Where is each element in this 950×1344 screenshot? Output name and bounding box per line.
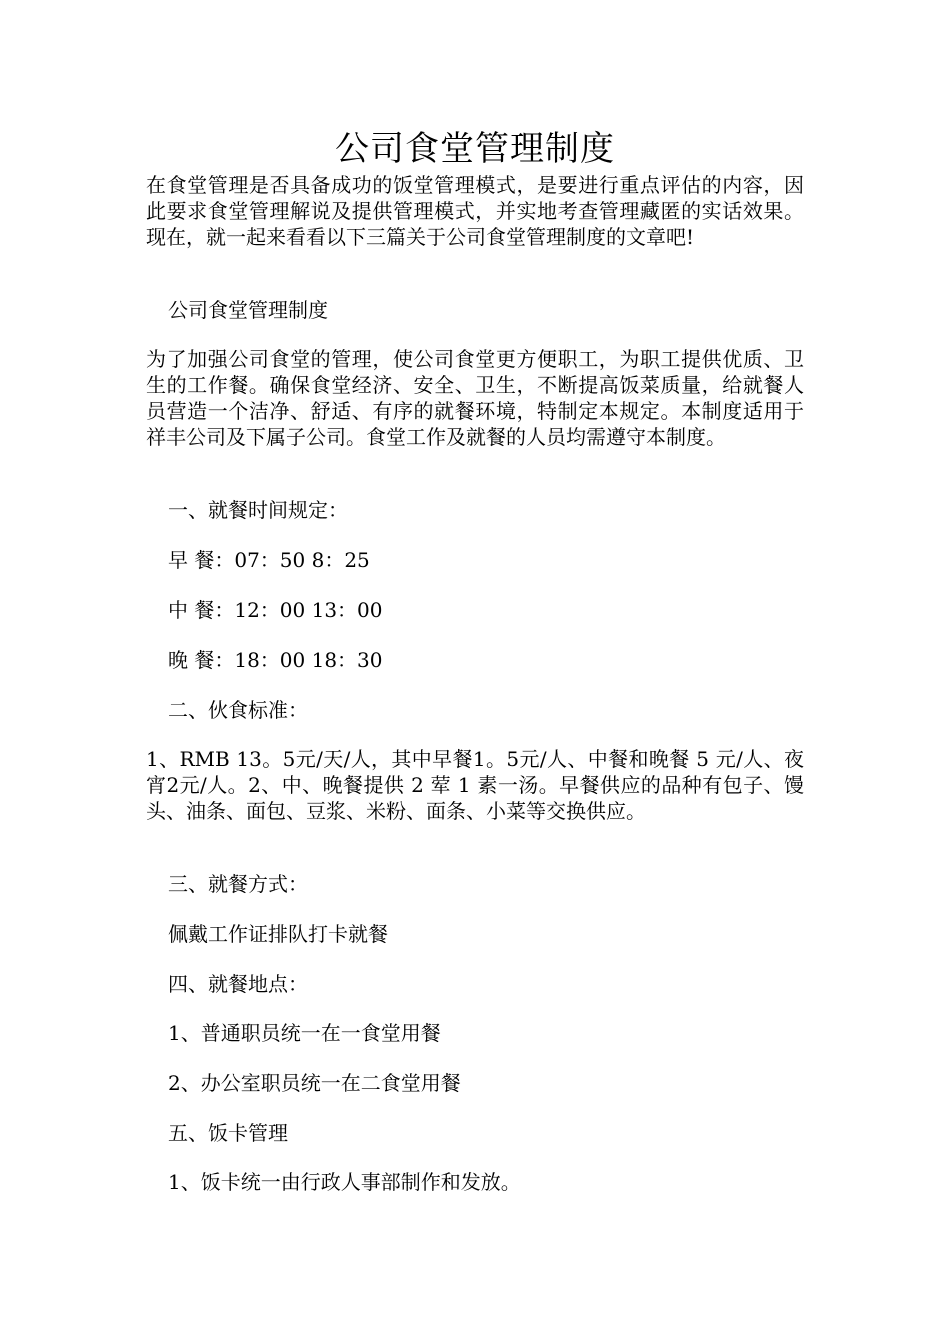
- location-item-1: 1、普通职员统一在一食堂用餐: [168, 1021, 441, 1045]
- breakfast-time: 早 餐：07：50 8：25: [168, 548, 370, 572]
- section-heading-meal-times: 一、就餐时间规定：: [168, 498, 348, 522]
- dinner-time: 晚 餐：18：00 18：30: [168, 648, 383, 672]
- card-item-1: 1、饭卡统一由行政人事部制作和发放。: [168, 1170, 521, 1194]
- purpose-paragraph: 为了加强公司食堂的管理，使公司食堂更方便职工，为职工提供优质、卫生的工作餐。确保食堂经济、安全、卫生，不断提高饭菜质量，给就餐人员营造一个洁净、舒适、有序的就餐环境，特制定本规定。本制度适用于祥丰公司及下属子公司。食堂工作及就餐的人员均需遵守本制度。: [146, 347, 804, 449]
- subtitle: 公司食堂管理制度: [168, 298, 328, 322]
- document-title: 公司食堂管理制度: [335, 129, 615, 169]
- meal-method: 佩戴工作证排队打卡就餐: [168, 922, 388, 946]
- section-heading-meal-standard: 二、伙食标准：: [168, 698, 308, 722]
- intro-paragraph: 在食堂管理是否具备成功的饭堂管理模式，是要进行重点评估的内容，因此要求食堂管理解说及提供管理模式，并实地考查管理藏匿的实话效果。现在，就一起来看看以下三篇关于公司食堂管理制度的文章吧!: [146, 173, 804, 249]
- standard-paragraph: 1、RMB 13。5元/天/人，其中早餐1。5元/人、中餐和晚餐 5 元/人、夜宵2元/人。2、中、晚餐提供 2 荤 1 素一汤。早餐供应的品种有包子、馒头、油条、面包、豆浆、米粉、面条、小菜等交换供应。: [146, 747, 804, 823]
- section-heading-meal-location: 四、就餐地点：: [168, 972, 308, 996]
- section-heading-meal-method: 三、就餐方式：: [168, 872, 308, 896]
- location-item-2: 2、办公室职员统一在二食堂用餐: [168, 1071, 461, 1095]
- section-heading-meal-card: 五、饭卡管理: [168, 1121, 288, 1145]
- lunch-time: 中 餐：12：00 13：00: [168, 598, 383, 622]
